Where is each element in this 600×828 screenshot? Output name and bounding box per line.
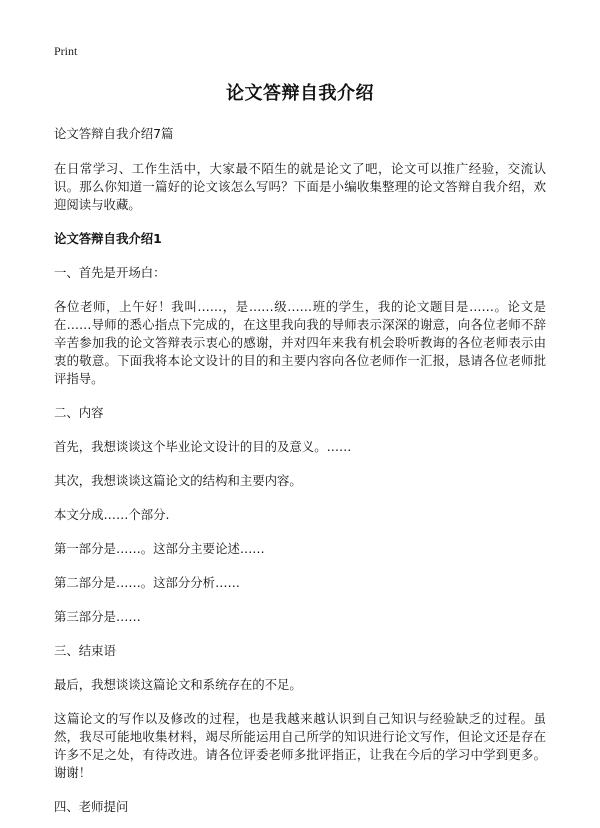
part1-heading: 一、首先是开场白： xyxy=(54,265,166,280)
part2-heading: 二、内容 xyxy=(54,405,104,420)
page-title: 论文答辩自我介绍 xyxy=(226,83,374,104)
part3-body: 这篇论文的写作以及修改的过程，也是我越来越认识到自己知识与经验缺乏的过程。虽然，我尽可能地收集材料，竭尽所能运用自己所学的知识进行论文写作，但论文还是存在许多不足之处，有待改进。请各位评委老师多批评指正，让我在今后的学习中学到更多。 谢谢！ xyxy=(54,711,546,780)
part2-line-3: 本文分成……个部分. xyxy=(54,507,170,522)
print-label: Print xyxy=(54,44,78,58)
document-subtitle: 论文答辩自我介绍7篇 xyxy=(54,126,174,141)
part2-line-5: 第二部分是……。这部分分析…… xyxy=(54,575,240,590)
part3-heading: 三、结束语 xyxy=(54,643,116,658)
part2-line-2: 其次，我想谈谈这篇论文的结构和主要内容。 xyxy=(54,473,302,488)
part1-body: 各位老师，上午好！我叫……，是……级……班的学生，我的论文题目是……。论文是在……导师的悉心指点下完成的，在这里我向我的导师表示深深的谢意，向各位老师不辞辛苦参加我的论文答辩表示衷心的感谢，并对四年来我有机会聆听教诲的各位老师表示由衷的敬意。下面我将本论文设计的目的和主要内容向各位老师作一汇报，恳请各位老师批评指导。 xyxy=(54,299,546,386)
part4-heading: 四、老师提问 xyxy=(54,799,129,814)
part2-line-1: 首先，我想谈谈这个毕业论文设计的目的及意义。…… xyxy=(54,439,352,454)
intro-paragraph: 在日常学习、工作生活中，大家最不陌生的就是论文了吧，论文可以推广经验，交流认识。那么你知道一篇好的论文该怎么写吗？下面是小编收集整理的论文答辩自我介绍，欢迎阅读与收藏。 xyxy=(54,161,546,212)
part2-line-6: 第三部分是…… xyxy=(54,609,141,624)
section-title: 论文答辩自我介绍1 xyxy=(54,231,162,246)
part2-line-4: 第一部分是……。这部分主要论述…… xyxy=(54,541,265,556)
part3-line-1: 最后，我想谈谈这篇论文和系统存在的不足。 xyxy=(54,677,302,692)
